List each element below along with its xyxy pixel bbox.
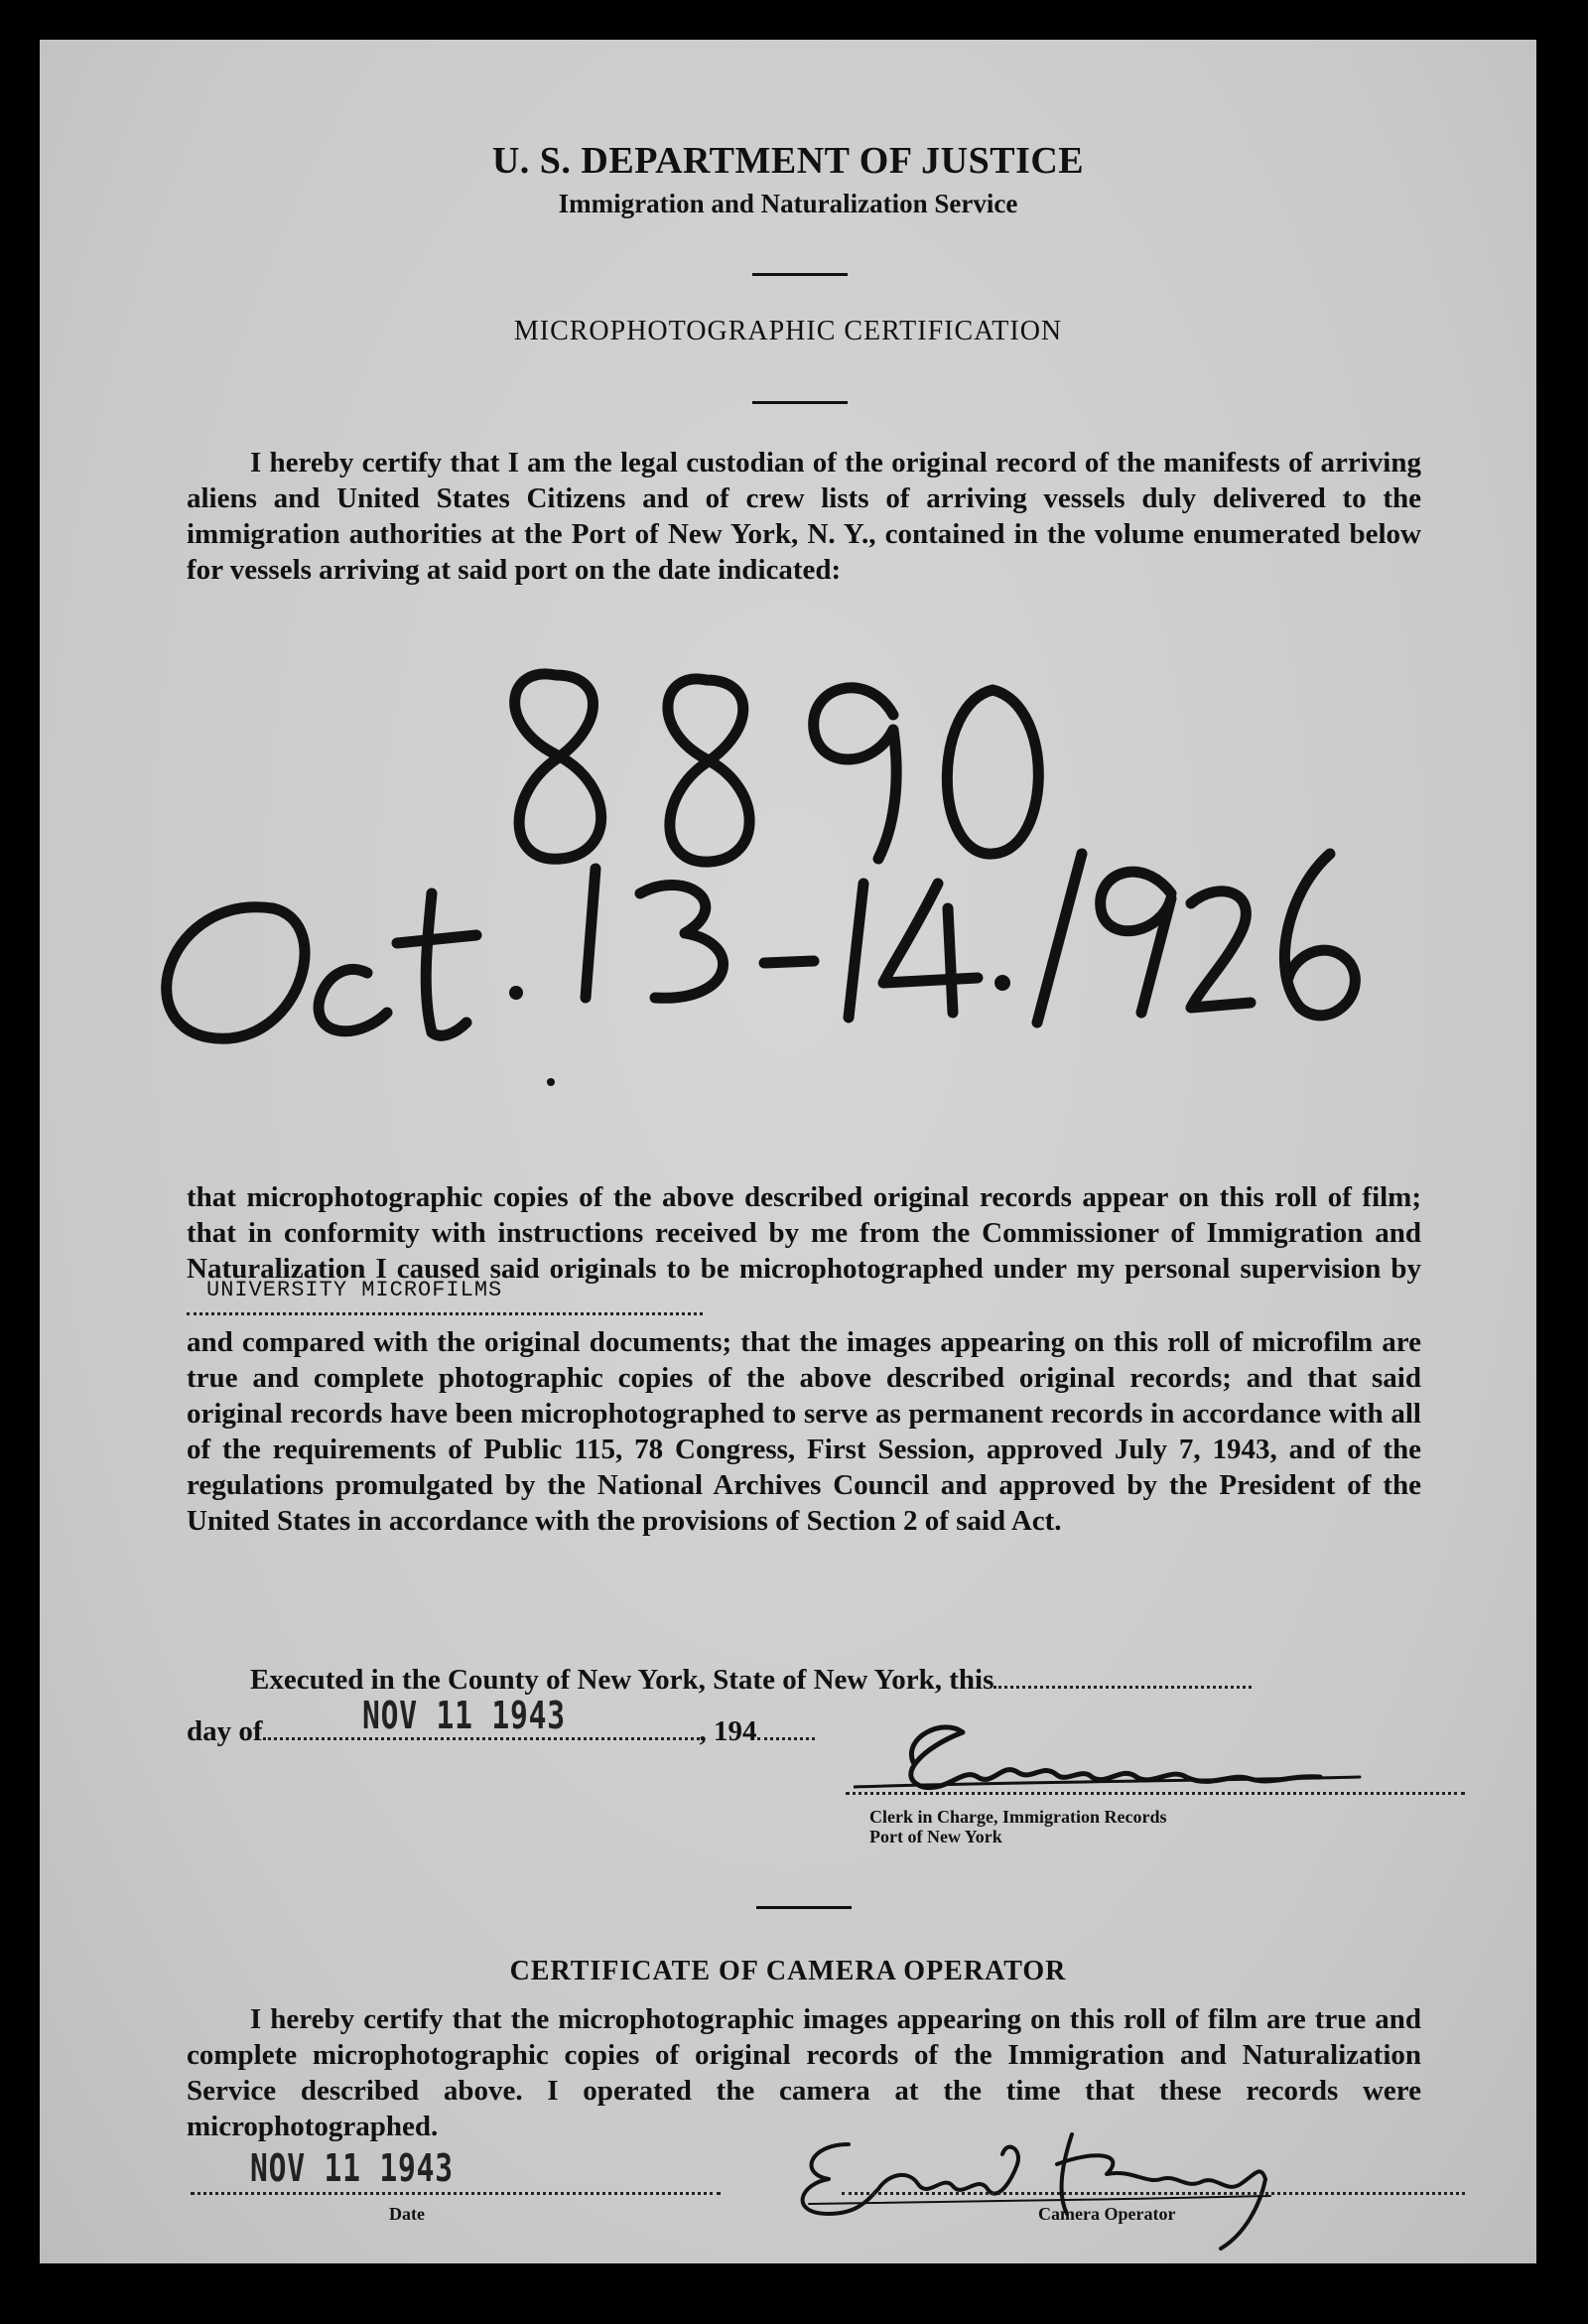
clerk-title: Clerk in Charge, Immigration Records — [869, 1807, 1167, 1827]
body-part1: that microphotographic copies of the above described original records appear on this roll of film; that in conformity with instructions received by me from the Commissioner of Immigration and Naturalization I caused said originals to be microphotographed under my personal supervision by — [187, 1181, 1421, 1285]
handwritten-digit — [668, 679, 749, 862]
operator-title: CERTIFICATE OF CAMERA OPERATOR — [509, 1956, 1067, 1986]
clerk-signature-line — [846, 1792, 1465, 1795]
handwritten-digit — [947, 690, 1038, 854]
handwritten-digit — [1037, 854, 1082, 1023]
year-dotline — [757, 1719, 815, 1740]
handwritten-letter — [397, 935, 476, 943]
handwritten-digit — [640, 885, 724, 998]
handwritten-letter — [319, 969, 387, 1030]
divider — [756, 1906, 852, 1909]
intro-text: I hereby certify that I am the legal custodian of the original record of the manifests of arriving aliens and United States Citizens and of crew lists of arriving vessels duly delivered to the immigration authorities at the Port of New York, N. Y., contained in the volume enumerated below for vessels arriving at said port on the date indicated: — [187, 447, 1421, 586]
execution-block — [187, 1662, 1421, 1698]
operator-signature — [769, 2105, 1325, 2254]
handwritten-digit — [849, 884, 863, 1018]
camera-operator-label: Camera Operator — [1038, 2204, 1176, 2224]
handwritten-letter — [167, 907, 305, 1038]
execution-line — [187, 1662, 1421, 1698]
handwritten-entry — [40, 645, 1536, 1112]
body-text-1 — [187, 1179, 1421, 1324]
certificate-sheet — [40, 40, 1536, 2263]
supervisor-typed: UNIVERSITY MICROFILMS — [206, 1278, 503, 1302]
year-prefix: , 194 — [699, 1715, 757, 1747]
handwritten-dot — [509, 986, 523, 1000]
day-line — [187, 1694, 815, 1748]
department-heading: U. S. DEPARTMENT OF JUSTICE — [491, 140, 1085, 182]
intro-paragraph — [187, 445, 1421, 588]
operator-text: I hereby certify that the microphotographic images appearing on this roll of film are true and complete microphotographic copies of original records of the Immigration and Naturalization Service described above. I operated the camera at the time that these records were microphotographed. — [187, 2003, 1421, 2142]
handwritten-digit — [948, 908, 953, 1013]
clerk-port: Port of New York — [869, 1827, 1002, 1846]
supervisor-line — [187, 1278, 703, 1315]
operator-date-stamp: NOV 11 1943 — [250, 2146, 454, 2190]
handwritten-dash — [764, 961, 814, 963]
handwritten-digit — [1101, 872, 1171, 1013]
handwritten-digit — [1284, 854, 1355, 1016]
handwritten-digit — [814, 688, 896, 859]
body-paragraph — [187, 1179, 1421, 1539]
operator-date-line — [191, 2192, 721, 2195]
body-part2: and compared with the original documents; that the images appearing on this roll of microfilm are true and complete photographic copies of the above described original records; and that said original records have been microphotographed to serve as permanent records in accordance with all of the requirements of Public 115, 78 Congress, First Session, approved July 7, 1943, and of the regulations promulgated by the National Archives Council and approved by the President of the United States in accordance with the provisions of Section 2 of said Act. — [187, 1326, 1421, 1537]
day-prefix: day of — [187, 1715, 263, 1747]
service-subheading: Immigration and Naturalization Service — [558, 189, 1018, 218]
date-stamp: NOV 11 1943 — [361, 1694, 566, 1737]
execution-text: Executed in the County of New York, State of New York, this — [250, 1664, 994, 1696]
handwritten-digit — [883, 884, 978, 983]
handwritten-dot — [994, 975, 1010, 991]
certification-title: MICROPHOTOGRAPHIC CERTIFICATION — [513, 316, 1063, 346]
divider — [752, 273, 848, 276]
operator-signature-line — [842, 2192, 1465, 2195]
day-dotline — [263, 1694, 700, 1740]
handwritten-digit — [586, 869, 596, 998]
divider — [752, 401, 848, 404]
execution-dotline — [993, 1668, 1252, 1689]
handwritten-digit — [1191, 891, 1251, 1008]
date-label: Date — [389, 2204, 425, 2224]
handwritten-dot — [547, 1078, 555, 1086]
handwritten-letter — [426, 893, 466, 1035]
handwritten-digit — [515, 674, 601, 859]
